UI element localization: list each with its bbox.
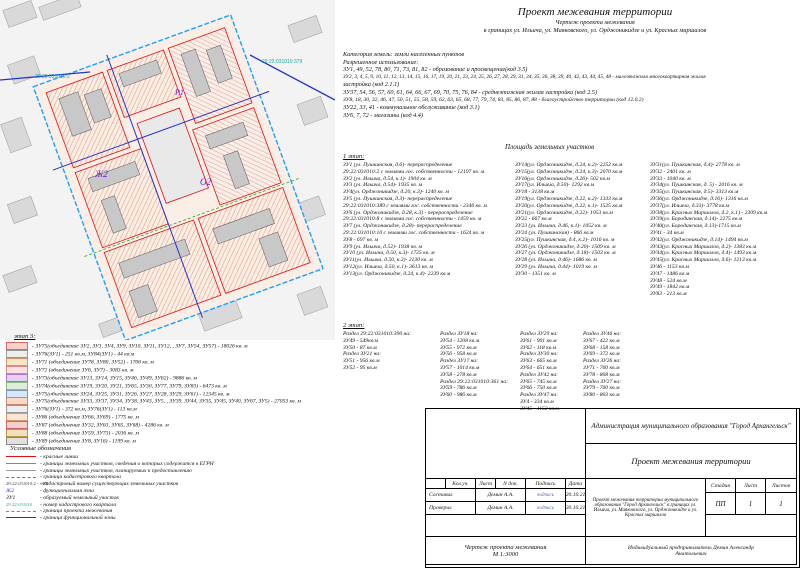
area-line: ЗУ61 - 901 кв.м [520,337,557,344]
stage2-label: 2 этап: [343,322,365,329]
area-line: ЗУ11(ул. Ильича, д.50, к.2)- 2130 кв. м [343,257,433,264]
legend-item-plot [6,495,214,502]
area-line: ЗУ57 - 1014 кв.м [440,364,480,371]
areas-title: Площадь земельных участков [505,143,595,151]
stamp-row1-date: 20.10.21 [566,489,586,502]
area-line: ЗУ29 (ул. Ильича, д.44)- 1019 кв. м [515,263,597,270]
stage3-text: - ЗУ86 (объединение ЗУ66, ЗУ69) - 1775 кв. м [32,414,139,421]
stage3-item [6,429,301,437]
stage3-text: - ЗУ74(объединение ЗУ19, ЗУ20, ЗУ21, ЗУ65, ЗУ30, ЗУ77, ЗУ79, ЗУ83) - 6473 кв. м [32,383,227,390]
area-line: ЗУ48 - 524 кв.м [650,277,687,284]
stage3-item [6,358,248,366]
area-line: Раздел ЗУ18 на: [440,331,479,337]
legend-text: - функциональная зона [40,487,94,494]
area-line: ЗУ64 - 651 кв.м [520,364,557,371]
stage1-col2 [515,162,622,278]
area-line: Раздел ЗУ46 на: [583,331,622,337]
map-label-cad2: 29:22:031010:2 [35,74,70,80]
quarter-line-symbol [6,477,36,478]
stamp-col-list: Лист [476,479,496,489]
area-line: 29:22:031010:8 с землями гос. собственности - 1459 кв. м [343,216,482,223]
area-line: Раздел ЗУ21 на: [343,351,382,358]
stamp-description: Проект межевания территории муниципального образования "Город Архангельск" в границах ул. Ильича, ул. Маяковского, ул. Орджоникидзе и ул. Красных маршалов [586,479,706,537]
stage3-list-b [6,397,301,445]
area-line: ЗУ26 (ул. Орджоникидзе, д.20)- 1509 кв. м [515,243,616,250]
stage3-text: - ЗУ75(объединение ЗУ24, ЗУ25, ЗУ31, ЗУ26, ЗУ27, ЗУ28, ЗУ29, ЗУ61) - 12345 кв. м [32,391,230,398]
area-line: ЗУ51 - 956 кв.м [343,358,380,365]
legend-item-cadnum [6,481,214,488]
area-line: ЗУ54 - 1208 кв.м [440,337,480,344]
map-label-zone1: Ж2 [95,169,108,179]
area-line: ЗУ4(ул. Орджоникидзе, д.20, к.3)- 1240 кв. м [343,189,449,196]
area-line: ЗУ59 - 786 кв.м [440,385,477,392]
legend-item-red-lines [6,454,214,461]
page-subtitle: Чертеж проекта межевания [555,19,635,26]
area-line: Раздел 29:22:031010:361 на: [440,378,508,385]
map-label-zone3: Р1 [175,88,184,97]
area-line: ЗУ55 - 972 кв.м [440,344,477,351]
area-line: ЗУ56 - 958 кв.м [440,351,477,358]
area-line: Раздел ЗУ27 на: [583,378,622,385]
map-label-zone2: О2 [200,177,211,187]
category-line: ЗУ1, 49, 52, 78, 80, 71, 73, 81, 82 - образование и просвещение(код 3.5) [343,66,528,74]
stamp-blank [426,409,586,479]
stage3-item [6,397,301,405]
area-line: ЗУ18 - 3138 кв.м [515,189,555,196]
stage2-col2 [440,331,508,399]
stamp-stage: ПП [706,493,736,515]
stamp-col-ndoc: N док. [496,479,526,489]
drawing-name: Чертеж проекта межевания [464,543,547,551]
area-line: ЗУ71 - 700 кв.м [583,364,620,371]
cadastral-map [0,0,335,340]
area-line: ЗУ43(ул. Красных Маршалов, д.2)- 1383 кв.м [650,243,757,250]
area-line: ЗУ39(ул. Бородинская, д.14)- 2275 кв.м [650,216,743,223]
stamp-sheets-header: Листов [766,479,797,493]
area-line: Раздел ЗУ29 на: [520,331,559,337]
stamp-row2-role: Проверил [426,502,476,515]
stamp-row1-sign [526,489,566,502]
swatch [6,358,28,366]
stage3-text: - ЗУ76(ЗУ1) - 251 кв.м, ЗУ84(ЗУ1) - 44 кв.м [32,351,135,358]
area-line: Раздел ЗУ26 на: [583,358,622,365]
legend-item-zone [6,488,214,495]
area-line: ЗУ22 - 667 кв.м [515,216,552,223]
area-line: ЗУ80 - 803 кв.м [583,392,620,399]
drawing-scale: М 1:3000 [492,550,519,558]
stage3-text: - ЗУ89 (объединение ЗУ8, ЗУ16) - 1199 кв. м [32,438,136,445]
swatch [6,397,28,405]
stage3-text: - ЗУ71 (объединение ЗУ78, ЗУ80, ЗУ52) - 1706 кв. м [32,359,154,366]
area-line: ЗУ52 - 95 кв.м [343,364,377,371]
swatch [6,382,28,390]
area-line: ЗУ7 (ул. Орджоникидзе, д.28)- перераспределение [343,223,462,230]
stamp-col-kol: Кол.уч. [446,479,476,489]
area-line: ЗУ30 - 1351 кв. м [515,270,556,277]
swatch [6,374,28,382]
area-line: 29:22:031010:389 с землями гос. собственности - 2346 кв. м [343,202,487,209]
stamp-row1-name: Демин А.А. [476,489,526,502]
stage3-item [6,413,301,421]
area-line: ЗУ66 - 750 кв.м [520,385,557,392]
area-line: ЗУ15(ул. Орджоникидзе, д.24, к.3)- 2070 кв.м [515,168,623,175]
category-line: Категория земель: земли населенных пунктов [343,51,465,58]
area-line: Раздел 29:22:031010:390 на: [343,331,411,337]
fzone-line-symbol [6,517,36,518]
swatch [6,429,28,437]
stage2-col4 [583,331,621,399]
area-line: ЗУ36(ул. Орджоникидзе, д.16)- 1316 кв.м [650,195,748,202]
legend-text: - границы земельных участков, сведения о которых содержатся в ЕГРН [40,460,214,467]
area-line: ЗУ45(ул. Красных Маршалов, д.6)- 1213 кв.м [650,257,757,264]
legend-item-egrn [6,461,214,468]
area-line: ЗУ5 (ул. Пушкинская, д.3)- перераспределение [343,195,453,202]
area-line: 29:22:031010:10 с землями гос. собственности - 1624 кв. м [343,229,485,236]
area-line: ЗУ79 - 700 кв.м [583,385,620,392]
legend-text: - образуемый земельный участок [40,494,119,501]
stage3-text: - ЗУ75(объединение ЗУ2, ЗУ3, ЗУ4, ЗУ9, ЗУ10, ЗУ11, ЗУ12, , ЗУ7, ЗУ54, ЗУ57) - 18026 кв. м [32,343,248,350]
stamp-row2-date: 20.10.21 [566,502,586,515]
swatch [6,366,28,374]
quarter-num-symbol: 29:22:031010 [6,501,33,507]
area-line: ЗУ3 (ул. Ильича, д.54)- 1935 кв. м [343,182,423,189]
area-line: 29:22:031010:2 с землями гос. собственности - 12197 кв. м [343,168,485,175]
stamp-sheet: 1 [736,493,766,515]
area-line: ЗУ27 (ул. Орджоникидзе, д.18)- 1503 кв. м [515,250,616,257]
stamp-col-blank [426,479,446,489]
stamp-sheet-header: Лист [736,479,766,493]
area-line: ЗУ83 - 213 кв.м [650,291,687,298]
map-drawing[interactable] [0,0,335,340]
title-block [425,405,800,568]
stage3-item [6,374,248,382]
category-line: ЗУ2, 3, 4, 5, 9, 10, 11, 12, 13, 14, 15, 16, 17, 19, 20, 21, 23, 24, 25, 26, 27, 28, 29, 31, 34, 35, 36, 38, 39, 40, 42, 43, 44, 45, 48 - малоэтажная многоквартирная жилая [343,73,706,80]
area-line: ЗУ2 (ул. Ильича, д.54, к.1)- 1904 кв. м [343,175,432,182]
stamp-drawing [426,537,586,565]
swatch [6,413,28,421]
legend-text: - граница проекта межевания [40,508,113,515]
sign-text: подпись [537,492,554,498]
stage3-item [6,405,301,413]
area-line: ЗУ21(ул. Орджоникидзе, д.22)- 1053 кв.м [515,209,613,216]
area-line: ЗУ6 (ул. Орджоникидзе, д.28, к.3) - перераспределение [343,209,473,216]
stage3-item [6,350,248,358]
area-line: ЗУ37(ул. Ильича, д.33)- 3778 кв.м [650,202,730,209]
area-line: ЗУ42(ул. Орджоникидзе, д.14)- 1494 кв.м [650,236,748,243]
area-line: ЗУ50 - 87 кв.м [343,344,377,351]
area-line: ЗУ44(ул. Красных Маршалов, д.4)- 1493 кв.м [650,250,757,257]
stage2-col1 [343,331,411,372]
area-line: ЗУ25(ул. Пушкинская, д.4, к.2)- 1016 кв. м [515,236,615,243]
stamp-col-sign: Подпись [526,479,566,489]
stamp-stage-header: Стадия [706,479,736,493]
area-line: ЗУ40(ул. Бородинская, д.13)-1715 кв.м [650,223,741,230]
egrn-line-symbol [6,463,36,464]
area-line: ЗУ19(ул. Орджоникидзе, д.22, к.2)- 1333 кв.м [515,195,623,202]
area-line: ЗУ60 - 986 кв.м [440,392,477,399]
cadnum-symbol: 29:22:031010:2 - :379 [6,481,49,487]
category-line: ЗУ6, 7, 72 - магазины (код 4.4) [343,111,423,119]
sign-text: подпись [537,505,554,511]
legend-text: - номер кадастрового квартала [40,501,117,508]
area-line: ЗУ28 (ул. Ильича, д.46)- 1686 кв. м [515,257,597,264]
area-line: ЗУ49 - 1842 кв.м [650,284,690,291]
legend-text: - кадастровый номер существующих земельных участков [40,481,179,488]
plot-symbol: ЗУ1 [6,494,16,501]
area-line: ЗУ41 - 34 кв.м [650,229,684,236]
stage3-label: этап 3: [14,333,36,340]
stage1-label: 1 этап: [343,153,365,160]
swatch [6,342,28,350]
area-line: ЗУ45 - 1152 кв.м [520,405,559,412]
legend-item-quarter-num [6,502,214,509]
stamp-author: Индивидуальный предприниматель Демин Александр Анатольевич [586,537,797,565]
category-line: ЗУ22, 33, 41 - коммунальное обслуживание (код 3.1) [343,104,480,112]
area-line: ЗУ31(ул. Пушкинская, д.4)- 2778 кв. м [650,162,740,168]
area-line: ЗУ13(ул. Орджоникидзе, д.24, к.4)- 2239 кв.м [343,270,451,277]
stage3-text: - ЗУ88 (объединение ЗУ59, ЗУ73) - 2036 кв. м [32,430,139,437]
swatch [6,350,28,358]
area-line: ЗУ17(ул. Ильича, д.50)- 1292 кв.м [515,182,595,189]
area-line: ЗУ33 - 1040 кв. м [650,175,691,182]
area-line: ЗУ9 (ул. Ильича, д.52)- 1938 кв. м [343,243,423,250]
legend-text: - красные линии [40,454,79,460]
project-line-symbol [6,511,36,512]
area-line: ЗУ32 - 2401 кв. м [650,168,691,175]
area-line: ЗУ34(ул. Пушкинская, д. 5) - 2016 кв. м [650,182,743,189]
category-line: ЗУ8, 18, 30, 32, 46, 47, 50, 51, 55, 58, 59, 62, 63, 65, 68, 77, 79, 74, 83, 85, 86, 87, 88 - благоустройство территории (код 12.0.2) [343,96,644,103]
area-line: ЗУ12(ул. Ильича, д.50, к.1)- 3613 кв. м [343,263,434,270]
legend-text: - граница функциональной зоны [40,515,116,522]
map-label-cad1: 29:22:031010:379 [262,59,303,65]
area-line: Раздел ЗУ30 на: [520,351,559,358]
area-line: ЗУ10 (ул. Ильича, д.50, к.3)- 1725 кв. м [343,250,435,257]
area-line: ЗУ68 - 158 кв.м [583,344,620,351]
legend-title: Условные обозначения [10,445,71,452]
stage2-col3 [520,331,559,413]
stamp-empty-row [426,515,586,537]
legend-text: - границы земельных участков, планируемых к предоставлению [40,467,192,474]
stamp-sheets: 1 [766,493,797,515]
stamp-row2-sign [526,502,566,515]
area-line: ЗУ65 - 745 кв.м [520,378,557,385]
category-line: ЗУ37, 54, 56, 57, 60, 61, 64, 66, 67, 69, 70, 75, 76, 84 - среднеэтажная жилая застройка (код 2.5) [343,88,597,96]
stamp-project: Проект межевания территории [586,444,797,479]
category-line: застройка (код 2.1.1) [343,81,400,89]
page-title: Проект межевания территории [517,6,673,18]
stage3-list-a [6,342,248,399]
area-line: Раздел ЗУ42 на: [520,371,559,378]
stamp-row1-role: Составил [426,489,476,502]
stage3-text: - ЗУ76(ЗУ1) - 372 кв.м, ЗУ76(ЗУ1) - 113 кв.м [32,406,137,413]
stage3-item [6,342,248,350]
area-line: ЗУ63 - 665 кв.м [520,358,557,365]
area-line: ЗУ69 - 372 кв.м [583,351,620,358]
planned-line-symbol [6,470,36,471]
legend-text: - граница кадастрового квартала [40,474,121,481]
area-line: ЗУ62 - 118 кв.м [520,344,557,351]
legend-item-fzone [6,515,214,522]
legend [6,454,214,522]
stamp-blank-right [706,515,797,537]
red-line-symbol [6,456,36,457]
area-line: ЗУ23 (ул. Ильича, д.46, к.1)- 1052 кв. м [515,223,607,230]
area-line: ЗУ38(ул. Красных Маршалов, д.2, к.1) - 2309 кв.м [650,209,768,216]
area-line: Раздел ЗУ47 на: [520,392,559,399]
area-line: ЗУ58 - 278 кв.м [440,371,477,378]
stamp-col-date: Дата [566,479,586,489]
stage3-item [6,421,301,429]
area-line: ЗУ20(ул. Орджоникидзе, д.22, к.1)- 1525 кв.м [515,202,623,209]
stage3-text: - ЗУ73(объединение ЗУ13, ЗУ14, ЗУ15, ЗУ46, ЗУ49, ЗУ62) - 9886 кв. м [32,375,197,382]
area-line: ЗУ8 - 697 кв. м [343,236,379,243]
area-line: ЗУ16(ул. Орджоникидзе, д.26)- 502 кв.м [515,175,610,182]
stage3-text: - ЗУ75(объединение ЗУ33, ЗУ37, ЗУ34, ЗУ38, ЗУ43, ЗУ5, , ЗУ39, ЗУ44, ЗУ35, ЗУ45, ЗУ40, ЗУ67, ЗУ5) - 27053 кв. м [32,398,301,405]
stage3-item [6,382,248,390]
area-line: ЗУ1 (ул. Пушкинская, д.6)- перераспределение [343,162,453,168]
stage3-text: - ЗУ87 (объединение ЗУ32, ЗУ63, ЗУ65, ЗУ68) - 4286 кв. м [32,422,169,429]
area-line: ЗУ78 - 808 кв.м [583,371,620,378]
stage3-text: - ЗУ72 (объединение ЗУ6, ЗУ7) - 3083 кв. м [32,367,134,374]
area-line: ЗУ4 - 334 кв.м [520,398,554,405]
land-categories [343,51,706,119]
stamp-row2-name: Демин А.А. [476,502,526,515]
area-line: ЗУ47 - 1486 кв.м [650,270,690,277]
stamp-org: Администрация муниципального образования "Город Архангельск" [586,409,797,444]
category-line: Разрешенное использование: [343,58,419,66]
zone-symbol: Ж2 [6,487,14,494]
area-line: ЗУ46 - 1153 кв.м [650,263,689,270]
area-line: Раздел ЗУ17 на: [440,358,479,365]
stage3-item [6,366,248,374]
page-subtitle-location: в границах ул. Ильича, ул. Маяковского, ул. Орджоникидзе и ул. Красных маршалов [483,27,707,34]
area-line: ЗУ24 (ул. Пушкинская) - 866 кв.м [515,229,594,236]
area-line: ЗУ14(ул. Орджоникидзе, д.24, к.2)- 2252 кв.м [515,162,623,168]
swatch [6,421,28,429]
swatch [6,405,28,413]
stage1-col3 [650,162,767,298]
area-line: ЗУ49 - 549кв.м [343,337,379,344]
area-line: ЗУ35(ул. Пушкинская, д.5)- 3313 кв.м [650,189,739,196]
area-line: ЗУ67 - 422 кв.м [583,337,620,344]
stage1-col1 [343,162,487,278]
